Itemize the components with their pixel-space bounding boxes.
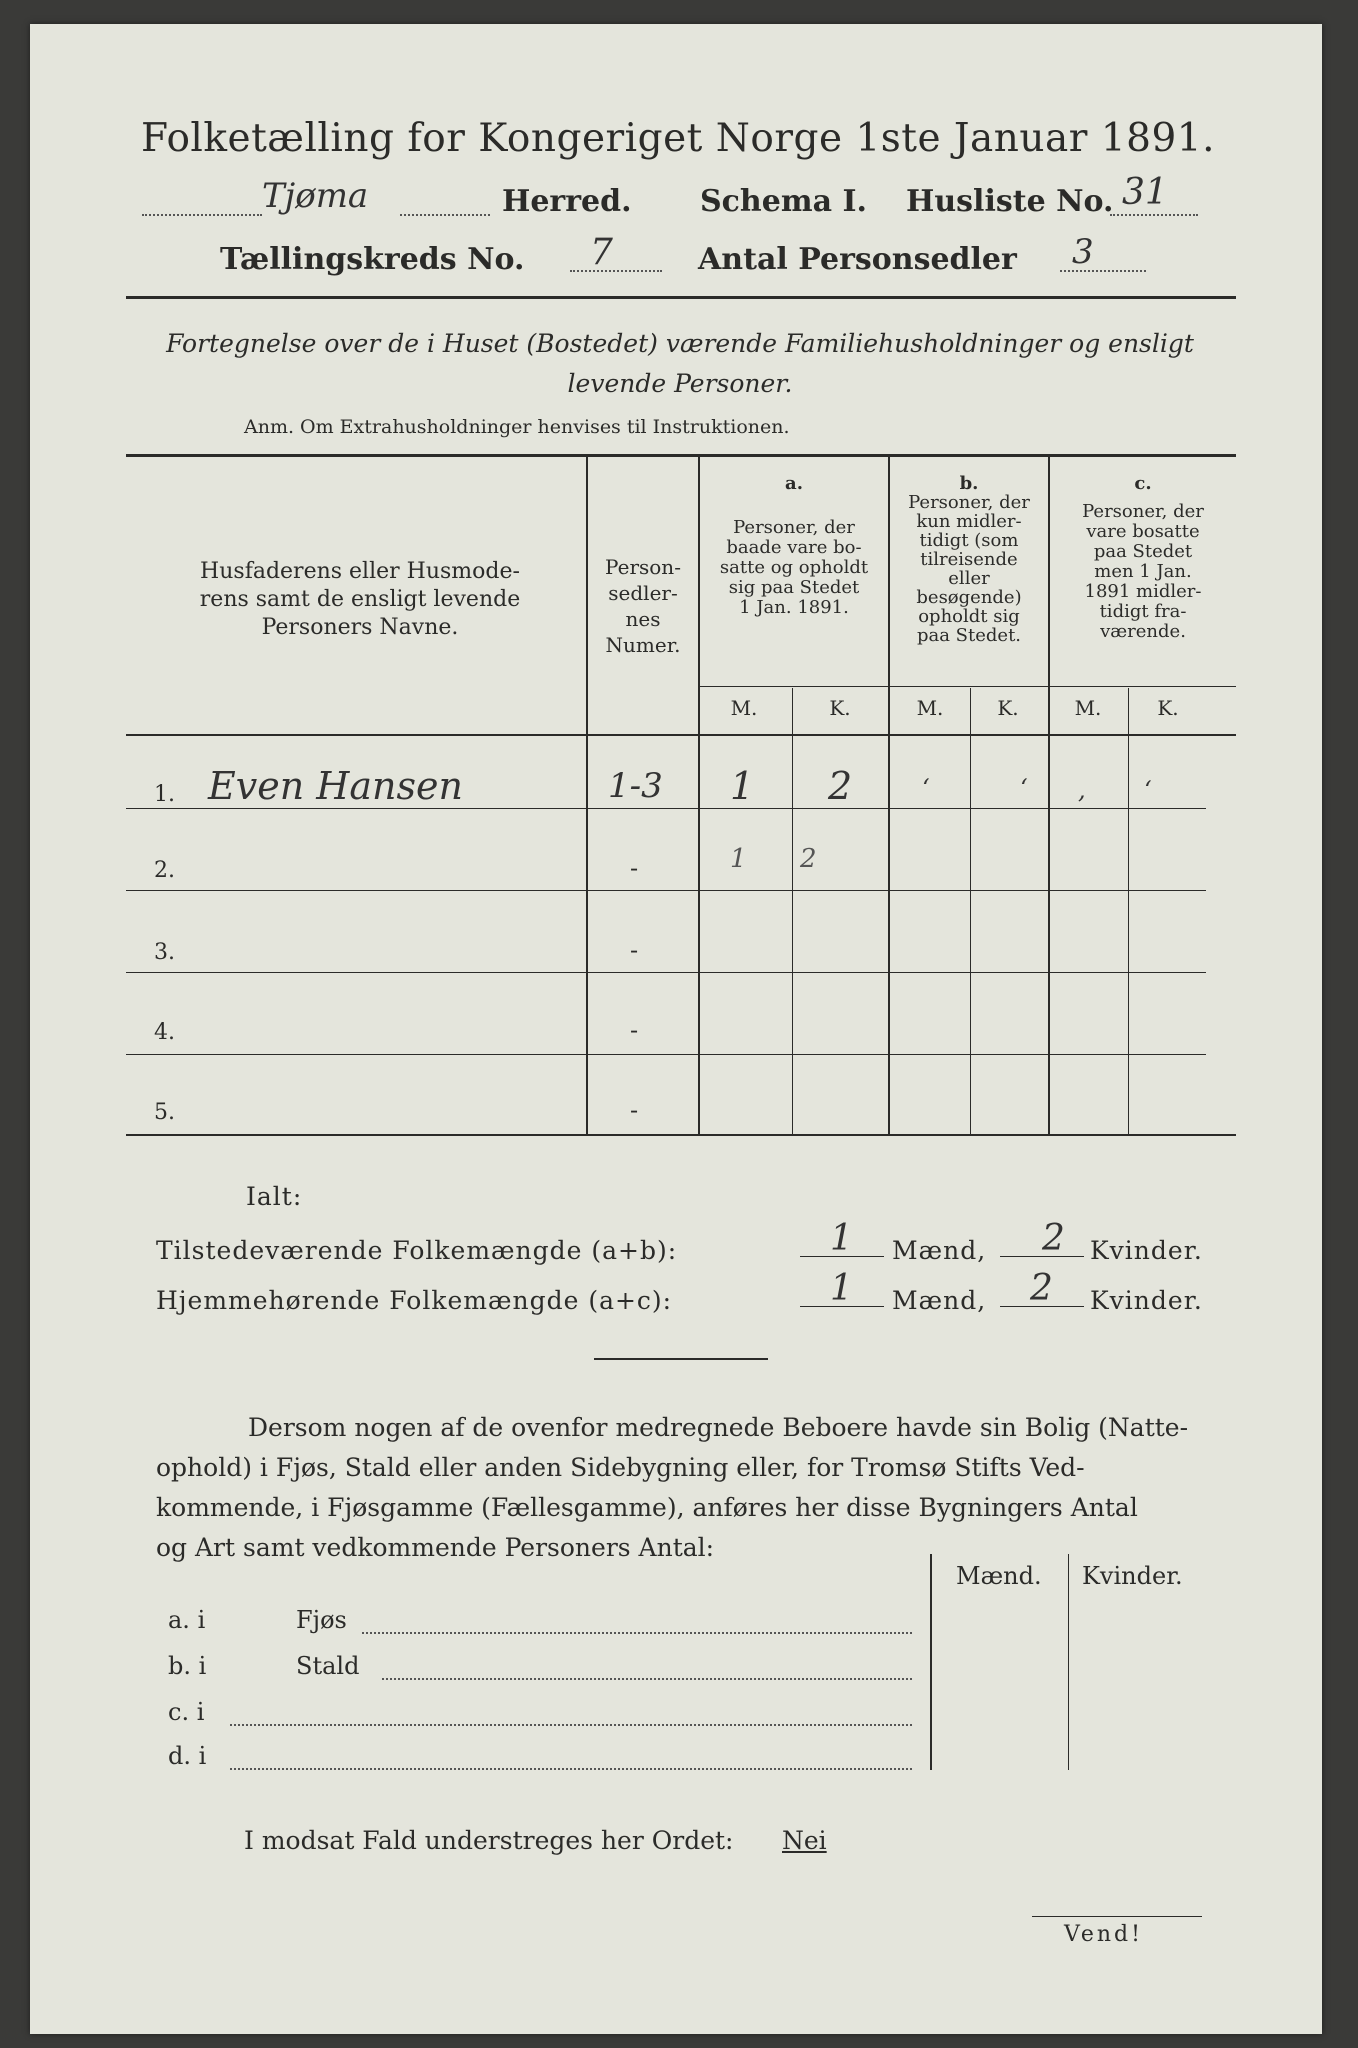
- nei-word: Nei: [782, 1826, 827, 1855]
- husliste-value: 31: [1122, 172, 1168, 213]
- para-line-3: kommende, i Fjøsgamme (Fællesgamme), anføres her disse Bygningers Antal: [156, 1493, 1138, 1522]
- group-b-line-1: Personer, der: [908, 492, 1030, 513]
- row-3-num: -: [630, 936, 639, 964]
- row-2-a-m: 1: [730, 844, 747, 874]
- header-names-line-3: Personers Navne.: [261, 615, 459, 640]
- personsedler-dots: [1060, 270, 1146, 272]
- modsat-text: I modsat Fald understreges her Ordet:: [244, 1826, 734, 1855]
- census-form-page: [30, 24, 1322, 2034]
- row-4-num: -: [630, 1016, 639, 1044]
- row-1-name: Even Hansen: [208, 764, 463, 808]
- form-title: Folketælling for Kongeriget Norge 1ste Januar 1891.: [141, 116, 1215, 161]
- b-k-label: K.: [997, 696, 1019, 720]
- group-b-line-2: kun midler-: [916, 511, 1022, 532]
- sidebygning-paragraph: [156, 1408, 1206, 1568]
- row-2-num: -: [630, 854, 639, 882]
- row-2-label: 2.: [154, 858, 175, 883]
- herred-dots: [142, 214, 262, 216]
- header-group-a: [700, 474, 888, 618]
- row-1-c-k: ‘: [1144, 776, 1152, 804]
- group-a-line-1: Personer, der: [733, 517, 855, 538]
- group-c-line-3: paa Stedet: [1093, 541, 1193, 562]
- table-vline-b-mk: [970, 688, 971, 1136]
- row-1-a-k: 2: [828, 764, 853, 808]
- group-c-line-6: tidigt fra-: [1099, 601, 1187, 622]
- vend-rule: [1032, 1916, 1202, 1917]
- tilst-k-value: 2: [1042, 1218, 1065, 1259]
- row-1-label: 1.: [154, 782, 175, 807]
- header-group-b: [890, 474, 1048, 645]
- a-k-label: K.: [829, 696, 851, 720]
- herred-value: Tjøma: [262, 176, 369, 216]
- group-c-line-7: værende.: [1100, 621, 1186, 642]
- anm-note: Anm. Om Extrahusholdninger henvises til Instruktionen.: [244, 416, 790, 438]
- group-a-line-2: baade vare bo-: [726, 537, 862, 558]
- ialt-label: Ialt:: [246, 1182, 303, 1211]
- personsedler-value: 3: [1072, 232, 1094, 272]
- row-1-a-m: 1: [730, 764, 755, 808]
- kreds-value: 7: [590, 232, 613, 273]
- hjem-label: Hjemmehørende Folkemængde (a+c):: [156, 1286, 673, 1315]
- building-a-letter: a. i: [168, 1606, 206, 1634]
- separator-rule: [594, 1358, 768, 1360]
- building-vline-2: [1068, 1554, 1069, 1770]
- tilst-kvinder: Kvinder.: [1090, 1236, 1203, 1265]
- table-top-rule: [126, 454, 1236, 457]
- herred-label: Herred.: [502, 184, 632, 219]
- header-numer-line-1: Person-: [605, 555, 681, 579]
- group-b-letter: b.: [959, 473, 979, 494]
- group-a-line-4: sig paa Stedet: [728, 577, 860, 598]
- row-line-3: [126, 972, 1206, 973]
- para-line-2: ophold) i Fjøs, Stald eller anden Sidebygning eller, for Tromsø Stifts Ved-: [156, 1453, 1085, 1482]
- para-line-1: Dersom nogen af de ovenfor medregnede Beboere havde sin Bolig (Natte-: [248, 1413, 1189, 1442]
- header-group-c: [1050, 474, 1236, 642]
- row-3-label: 3.: [154, 940, 175, 965]
- kreds-label: Tællingskreds No.: [220, 242, 525, 277]
- c-k-label: K.: [1157, 696, 1179, 720]
- group-a-letter: a.: [785, 473, 803, 494]
- building-kvinder-header: Kvinder.: [1082, 1562, 1183, 1590]
- header-names-line-1: Husfaderens eller Husmode-: [200, 559, 520, 584]
- building-vline-1: [930, 1554, 932, 1770]
- group-c-letter: c.: [1134, 473, 1152, 494]
- building-b-dots: [382, 1678, 912, 1680]
- table-header-bottom-rule: [126, 734, 1236, 736]
- husliste-label: Husliste No.: [906, 184, 1114, 219]
- building-b-letter: b. i: [168, 1652, 207, 1680]
- a-m-label: M.: [730, 696, 758, 720]
- b-m-label: M.: [916, 696, 944, 720]
- building-d-letter: d. i: [168, 1742, 207, 1770]
- header-numer-line-3: nes: [625, 607, 661, 631]
- tilst-m-value: 1: [830, 1218, 853, 1259]
- building-b-name: Stald: [296, 1652, 360, 1680]
- row-5-num: -: [630, 1096, 639, 1124]
- table-vline-c-mk: [1128, 688, 1129, 1136]
- group-b-line-8: paa Stedet.: [916, 625, 1022, 646]
- row-line-4: [126, 1054, 1206, 1055]
- row-1-b-k: ‘: [1020, 774, 1028, 802]
- tilst-label: Tilstedeværende Folkemængde (a+b):: [156, 1236, 678, 1265]
- group-c-line-1: Personer, der: [1082, 501, 1204, 522]
- row-1-num: 1-3: [608, 766, 663, 806]
- hjem-maend: Mænd,: [892, 1286, 987, 1315]
- c-m-label: M.: [1074, 696, 1102, 720]
- header-names-line-2: rens samt de ensligt levende: [199, 587, 521, 612]
- row-4-label: 4.: [154, 1020, 175, 1045]
- intro-line-1: Fortegnelse over de i Huset (Bostedet) værende Familiehusholdninger og ensligt: [166, 329, 1194, 358]
- group-c-line-2: vare bosatte: [1086, 521, 1200, 542]
- hjem-kvinder: Kvinder.: [1090, 1286, 1203, 1315]
- group-b-line-7: opholdt sig: [918, 606, 1020, 627]
- table-vline-a-mk: [792, 688, 793, 1136]
- group-b-line-4: tilreisende: [920, 549, 1018, 570]
- hjem-m-value: 1: [830, 1268, 853, 1309]
- building-d-dots: [230, 1768, 912, 1770]
- intro-text: [126, 324, 1234, 404]
- group-b-line-3: tidigt (som: [919, 530, 1019, 551]
- row-2-a-k: 2: [800, 844, 817, 874]
- personsedler-label: Antal Personsedler: [698, 242, 1017, 277]
- building-a-name: Fjøs: [296, 1606, 347, 1634]
- group-b-line-6: besøgende): [916, 587, 1022, 608]
- row-line-1: [126, 808, 1206, 809]
- building-maend-header: Mænd.: [956, 1562, 1042, 1590]
- header-numer-line-2: sedler-: [608, 581, 678, 605]
- group-b-line-5: eller: [948, 568, 990, 589]
- row-5-label: 5.: [154, 1100, 175, 1125]
- herred-dots-2: [400, 214, 490, 216]
- building-c-dots: [230, 1724, 912, 1726]
- row-1-b-m: ‘: [922, 774, 930, 802]
- intro-line-2: levende Personer.: [567, 369, 793, 398]
- kreds-dots: [570, 270, 662, 272]
- tilst-maend: Mænd,: [892, 1236, 987, 1265]
- para-line-4: og Art samt vedkommende Personers Antal:: [156, 1533, 715, 1562]
- husliste-dots: [1110, 214, 1198, 216]
- schema-label: Schema I.: [700, 184, 867, 219]
- header-numer: [590, 554, 696, 658]
- table-vline-1: [586, 456, 588, 1136]
- group-c-line-4: men 1 Jan.: [1094, 561, 1192, 582]
- vend-text: Vend!: [1064, 1922, 1143, 1947]
- building-a-dots: [362, 1632, 912, 1634]
- group-c-line-5: 1891 midler-: [1084, 581, 1202, 602]
- building-c-letter: c. i: [168, 1698, 205, 1726]
- row-line-2: [126, 890, 1206, 891]
- group-a-line-5: 1 Jan. 1891.: [739, 597, 849, 618]
- header-numer-line-4: Numer.: [605, 633, 681, 657]
- group-a-line-3: satte og opholdt: [719, 557, 869, 578]
- header-rule: [126, 296, 1236, 299]
- table-mk-rule: [698, 686, 1236, 687]
- row-line-5: [126, 1134, 1236, 1136]
- header-names: [150, 558, 570, 642]
- hjem-k-value: 2: [1030, 1268, 1053, 1309]
- row-1-c-m: ,: [1078, 776, 1086, 804]
